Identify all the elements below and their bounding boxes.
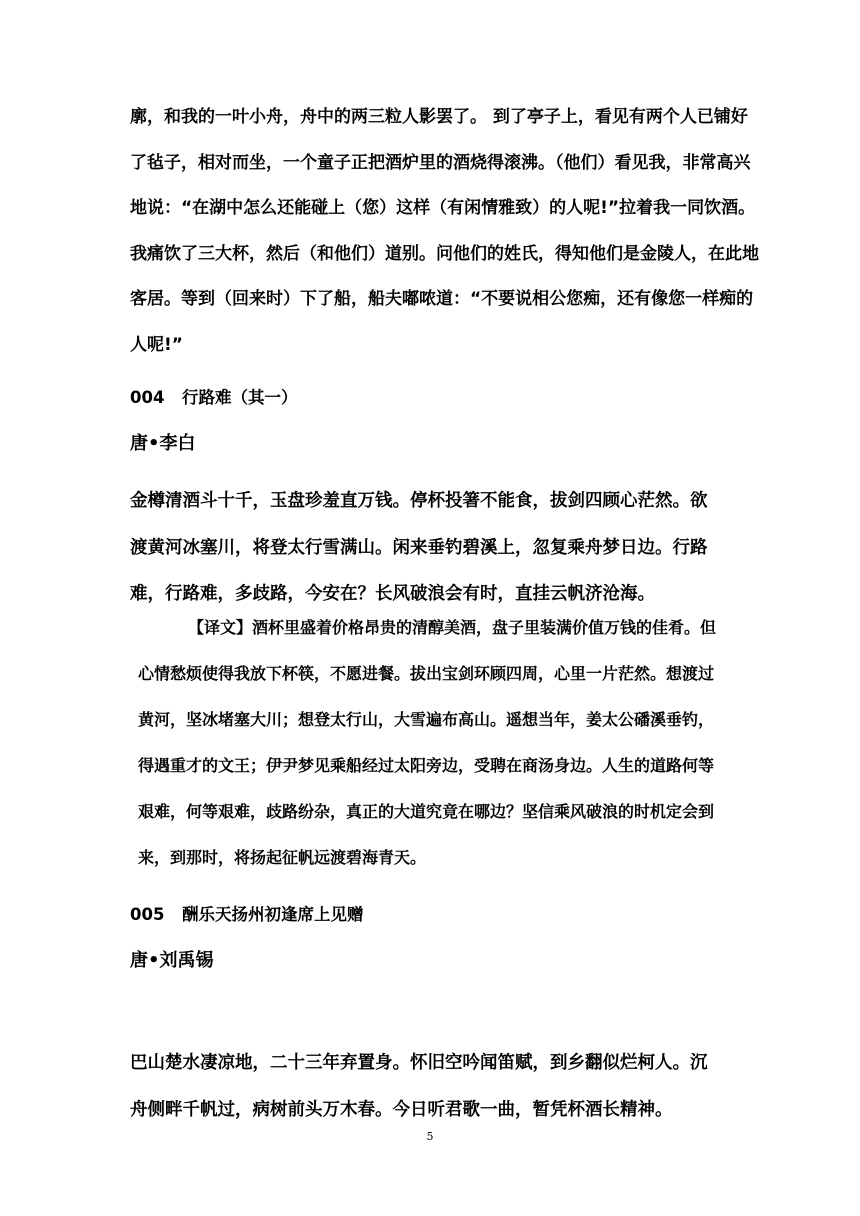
- poem-text: [130, 1040, 708, 1134]
- poem-line: 难，行路难，多歧路，今安在？长风破浪会有时，直挂云帆济沧海。: [130, 584, 655, 604]
- paragraph-line: 地说：“在湖中怎么还能碰上（您）这样（有闲情雅致）的人呢!”拉着我一同饮酒。: [130, 198, 756, 218]
- section-heading-005: [130, 903, 364, 927]
- poem-line: 渡黄河冰塞川，将登太行雪满山。闲来垂钓碧溪上，忽复乘舟梦日边。行路: [130, 537, 708, 558]
- translation-line: 【译文】酒杯里盛着价格昂贵的清醇美酒，盘子里装满价值万钱的佳肴。但: [188, 618, 717, 637]
- poem-line: 舟侧畔千帆过，病树前头万木春。今日听君歌一曲，暂凭杯酒长精神。: [130, 1100, 673, 1120]
- translation-line: 心情愁烦使得我放下杯筷，不愿进餐。拔出宝剑环顾四周，心里一片茫然。想渡过: [138, 664, 715, 683]
- paragraph-line: 廓，和我的一叶小舟，舟中的两三粒人影罢了。 到了亭子上，看见有两个人已铺好: [130, 107, 748, 127]
- poem-title: 行路难（其一）: [182, 388, 298, 407]
- translation-line: 来，到那时，将扬起征帆远渡碧海青天。: [138, 848, 427, 867]
- page-number: 5: [426, 1130, 434, 1143]
- translation-line: 得遇重才的文王；伊尹梦见乘船经过太阳旁边，受聘在商汤身边。人生的道路何等: [138, 756, 715, 775]
- translation-line: 黄河，坚冰堵塞大川；想登太行山，大雪遍布高山。遥想当年，姜太公磻溪垂钓，: [138, 710, 715, 729]
- section-number: 004: [130, 388, 165, 407]
- poem-author: 唐•刘禹锡: [130, 950, 214, 971]
- translation-paragraph-continued: [130, 95, 759, 368]
- poem-translation: [138, 605, 716, 881]
- poem-line: 金樽清酒斗十千，玉盘珍羞直万钱。停杯投箸不能食，拔剑四顾心茫然。欲: [130, 491, 708, 511]
- translation-line: 艰难，何等艰难，歧路纷杂，真正的大道究竟在哪边？坚信乘风破浪的时机定会到: [138, 802, 715, 821]
- section-number: 005: [130, 905, 165, 924]
- paragraph-line: 人呢!”: [130, 334, 183, 355]
- poem-text: [130, 478, 708, 618]
- poem-author: 唐•李白: [130, 433, 196, 454]
- poem-line: 巴山楚水凄凉地，二十三年弃置身。怀旧空吟闻笛赋，到乡翻似烂柯人。沉: [130, 1053, 708, 1073]
- poem-title: 酬乐天扬州初逢席上见赠: [182, 905, 364, 924]
- section-heading-004: [130, 386, 298, 410]
- paragraph-line: 了毡子，相对而坐，一个童子正把酒炉里的酒烧得滚沸。（他们）看见我，非常高兴: [130, 152, 751, 173]
- paragraph-line: 客居。等到（回来时）下了船，船夫嘟哝道：“不要说相公您痴，还有像您一样痴的: [130, 289, 754, 309]
- paragraph-line: 我痛饮了三大杯，然后（和他们）道别。问他们的姓氏，得知他们是金陵人，在此地: [130, 243, 759, 264]
